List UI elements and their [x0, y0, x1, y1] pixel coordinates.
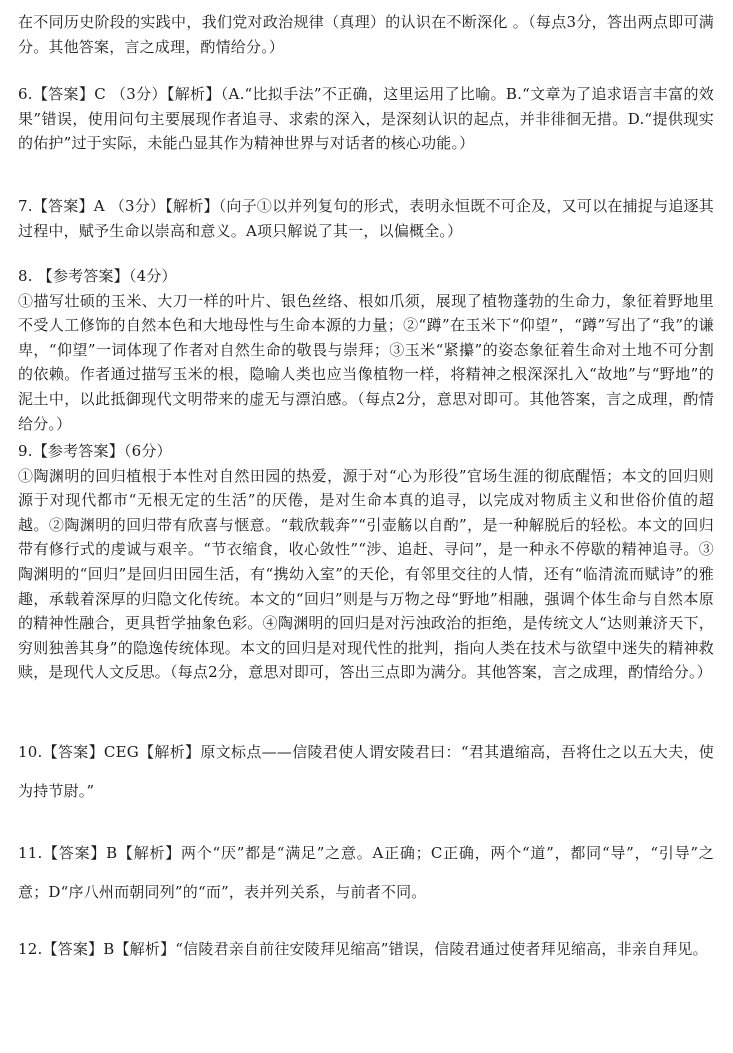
- answer-10-text: 10.【答案】CEG【解析】原文标点——信陵君使人谓安陵君曰：“君其遣缩高，吾将仕之以五大夫，使为持节尉。”: [18, 743, 714, 800]
- answer-9-body: ①陶渊明的回归植根于本性对自然田园的热爱，源于对“心为形役”官场生涯的彻底醒悟；本文的回归则源于对现代都市“无根无定的生活”的厌倦，是对生命本真的追寻，以完成对物质主义和世俗价值的超越。②陶渊明的回归带有欣喜与惬意。“载欣载奔”“引壶觞以自酌”，是一种解脱后的轻松。本文的回归带有修行式的虔诚与艰辛。“节衣缩食，收心敛性”“涉、追赶、寻问”，是一种永不停歇的精神追寻。③陶渊明的“回归”是回归田园生活，有“携幼入室”的天伦，有邻里交往的人情，还有“临清流而赋诗”的雅趣，承载着深厚的归隐文化传统。本文的“回归”则是与万物之母“野地”相融，强调个体生命与自然本原的精神性融合，更具哲学抽象色彩。④陶渊明的回归是对污浊政治的拒绝，是传统文人“达则兼济天下，穷则独善其身”的隐逸传统体现。本文的回归是对现代性的批判，指向人类在技术与欲望中迷失的精神救赎，是现代人文反思。（每点2分，意思对即可，答出三点即为满分。其他答案，言之成理，酌情给分。）: [18, 466, 714, 682]
- answer-11-text: 11.【答案】B【解析】两个“厌”都是“满足”之意。A正确；C正确，两个“道”，都同“导”，“引导”之意；D“序八州而朝同列”的“而”，表并列关系，与前者不同。: [18, 844, 714, 901]
- answer-11: [18, 834, 714, 912]
- answer-12: [18, 930, 714, 969]
- answer-8-body: ①描写壮硕的玉米、大刀一样的叶片、银色丝络、根如爪须，展现了植物蓬勃的生命力，象征着野地里不受人工修饰的自然本色和大地母性与生命本源的力量；②“蹲”在玉米下“仰望”，“蹲”写出了“我”的谦卑，“仰望”一词体现了作者对自然生命的敬畏与崇拜；③玉米“紧攥”的姿态象征着生命对土地不可分割的依赖。作者通过描写玉米的根，隐喻人类也应当像植物一样，将精神之根深深扎入“故地”与“野地”的泥土中，以此抵御现代文明带来的虚无与漂泊感。（每点2分，意思对即可。其他答案，言之成理，酌情给分。）: [18, 291, 714, 433]
- answer-6-text: 6.【答案】C （3分）【解析】（A.“比拟手法”不正确，这里运用了比喻。B.“文章为了追求语言丰富的效果”错误，使用问句主要展现作者追寻、求索的深入，是深刻认识的起点，并非徘徊无措。D.“提供现实的佑护”过于实际，未能凸显其作为精神世界与对话者的核心功能。）: [18, 85, 714, 153]
- answer-8: [18, 264, 714, 436]
- answer-7: [18, 194, 714, 243]
- intro-text: 在不同历史阶段的实践中，我们党对政治规律（真理）的认识在不断深化 。（每点3分，答出两点即可满分。其他答案，言之成理，酌情给分。）: [18, 13, 714, 56]
- answer-10: [18, 733, 714, 811]
- answer-6: [18, 82, 714, 156]
- answer-8-heading: 8. 【参考答案】（4分）: [18, 267, 177, 285]
- answer-12-text: 12.【答案】B【解析】“信陵君亲自前往安陵拜见缩高”错误，信陵君通过使者拜见缩高，非亲自拜见。: [18, 940, 708, 958]
- answer-9: [18, 439, 714, 685]
- answer-9-heading: 9.【参考答案】（6分）: [18, 442, 172, 460]
- answer-7-text: 7.【答案】A （3分）【解析】（向子①以并列复句的形式，表明永恒既不可企及，又可以在捕捉与追逐其过程中，赋予生命以崇高和意义。A项只解说了其一，以偏概全。）: [18, 197, 714, 240]
- intro-paragraph: [18, 10, 714, 59]
